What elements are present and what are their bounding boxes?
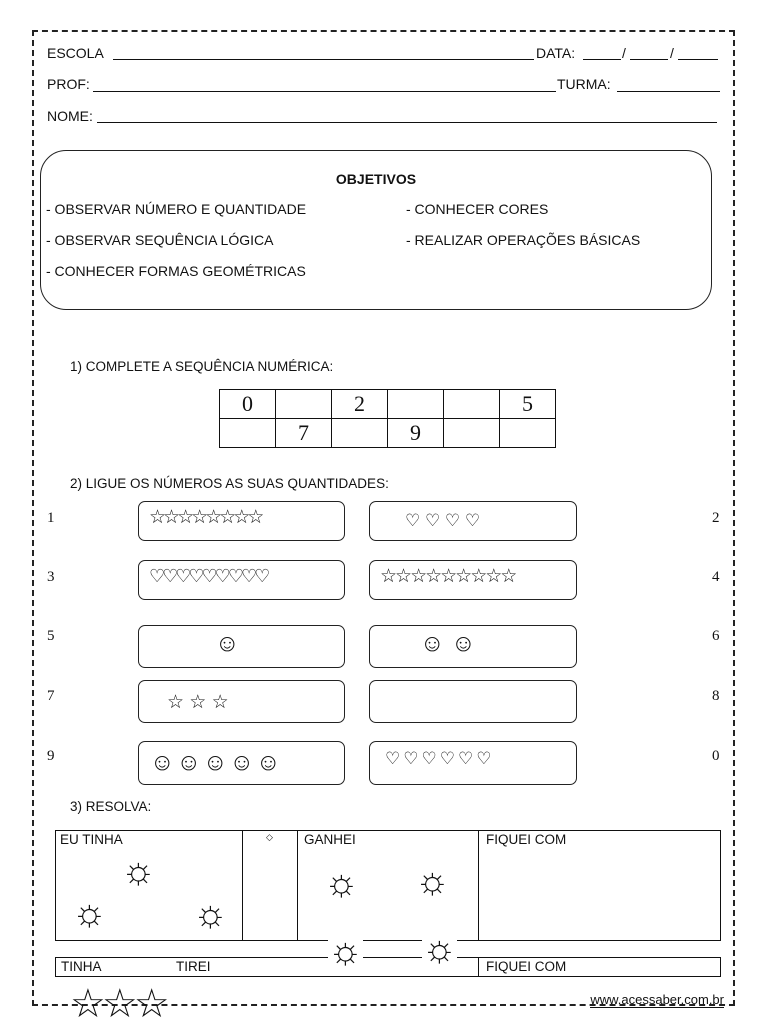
sequence-cell[interactable]: 5 xyxy=(500,390,556,419)
fiquei-com-label: FIQUEI COM xyxy=(486,959,567,974)
eu-tinha-label: EU TINHA xyxy=(60,832,123,847)
sequence-cell[interactable] xyxy=(500,419,556,448)
escola-label: ESCOLA xyxy=(47,45,104,61)
star-icon: ☆ ☆ ☆ xyxy=(167,692,229,713)
objective-item: - CONHECER CORES xyxy=(406,201,549,217)
date-slash-2: / xyxy=(670,45,674,61)
sequence-cell[interactable] xyxy=(444,419,500,448)
right-number: 0 xyxy=(712,748,720,764)
nome-line xyxy=(97,122,717,123)
website-link[interactable]: www.acessaber.com.br xyxy=(590,992,724,1007)
question-3-title: 3) RESOLVA: xyxy=(70,799,152,814)
escola-line xyxy=(113,59,534,60)
right-number: 6 xyxy=(712,628,720,644)
objective-item: - CONHECER FORMAS GEOMÉTRICAS xyxy=(46,263,306,279)
diamond-icon: ◇ xyxy=(266,832,273,842)
date-day-line xyxy=(583,59,621,60)
sun-icon: ☼ xyxy=(328,930,363,972)
column-divider xyxy=(478,957,479,977)
fiquei-com-label: FIQUEI COM xyxy=(486,832,567,847)
operation-table-subtraction xyxy=(55,957,721,977)
left-number: 7 xyxy=(47,688,55,704)
quantity-box-empty[interactable] xyxy=(369,680,577,723)
sun-icon: ☼ xyxy=(72,892,107,934)
data-label: DATA: xyxy=(536,45,576,61)
star-icon: ☆☆☆ xyxy=(70,982,166,1026)
column-divider xyxy=(242,830,243,941)
objective-item: - OBSERVAR NÚMERO E QUANTIDADE xyxy=(46,201,307,217)
left-number: 3 xyxy=(47,569,55,585)
objective-item: - REALIZAR OPERAÇÕES BÁSICAS xyxy=(406,232,641,248)
date-year-line xyxy=(678,59,718,60)
objectives-box xyxy=(40,150,712,310)
smiley-icon: ☺ ☺ xyxy=(420,630,476,657)
column-divider xyxy=(478,830,479,941)
right-number: 8 xyxy=(712,688,720,704)
sequence-cell[interactable] xyxy=(220,419,276,448)
sequence-cell[interactable]: 2 xyxy=(332,390,388,419)
prof-line xyxy=(93,91,556,92)
turma-label: TURMA: xyxy=(557,76,611,92)
sequence-cell[interactable] xyxy=(276,390,332,419)
sun-icon: ☼ xyxy=(193,893,228,935)
sun-icon: ☼ xyxy=(324,862,359,904)
left-number: 9 xyxy=(47,748,55,764)
tinha-label: TINHA xyxy=(61,959,102,974)
left-number: 5 xyxy=(47,628,55,644)
heart-icon: ♡ ♡ ♡ ♡ xyxy=(405,511,481,530)
tirei-label: TIREI xyxy=(176,959,211,974)
ganhei-label: GANHEI xyxy=(304,832,356,847)
sun-icon: ☼ xyxy=(121,850,156,892)
date-month-line xyxy=(630,59,668,60)
quantity-box-smileys[interactable] xyxy=(138,625,345,668)
star-icon: ☆☆☆☆☆☆☆☆ xyxy=(149,507,262,528)
sequence-cell[interactable] xyxy=(444,390,500,419)
prof-label: PROF: xyxy=(47,76,90,92)
column-divider xyxy=(297,830,298,941)
sun-icon: ☼ xyxy=(422,928,457,970)
left-number: 1 xyxy=(47,510,55,526)
smiley-icon: ☺☺☺☺☺ xyxy=(150,749,283,776)
question-2-title: 2) LIGUE OS NÚMEROS AS SUAS QUANTIDADES: xyxy=(70,476,389,491)
sun-icon: ☼ xyxy=(415,860,450,902)
nome-label: NOME: xyxy=(47,108,93,124)
right-number: 4 xyxy=(712,569,720,585)
star-icon: ☆☆☆☆☆☆☆☆☆ xyxy=(380,566,516,587)
sequence-cell[interactable]: 0 xyxy=(220,390,276,419)
table-row xyxy=(220,419,556,448)
sequence-cell[interactable] xyxy=(332,419,388,448)
objective-item: - OBSERVAR SEQUÊNCIA LÓGICA xyxy=(46,232,274,248)
table-row xyxy=(220,390,556,419)
question-1-title: 1) COMPLETE A SEQUÊNCIA NUMÉRICA: xyxy=(70,359,334,374)
sequence-cell[interactable]: 7 xyxy=(276,419,332,448)
sequence-cell[interactable]: 9 xyxy=(388,419,444,448)
right-number: 2 xyxy=(712,510,720,526)
heart-icon: ♡♡♡♡♡♡♡♡♡ xyxy=(149,566,268,586)
sequence-cell[interactable] xyxy=(388,390,444,419)
heart-icon: ♡♡♡♡♡♡ xyxy=(385,749,495,768)
turma-line xyxy=(617,91,720,92)
date-slash-1: / xyxy=(622,45,626,61)
objectives-title: OBJETIVOS xyxy=(335,171,417,187)
sequence-table xyxy=(219,389,556,448)
smiley-icon: ☺ xyxy=(215,630,240,657)
